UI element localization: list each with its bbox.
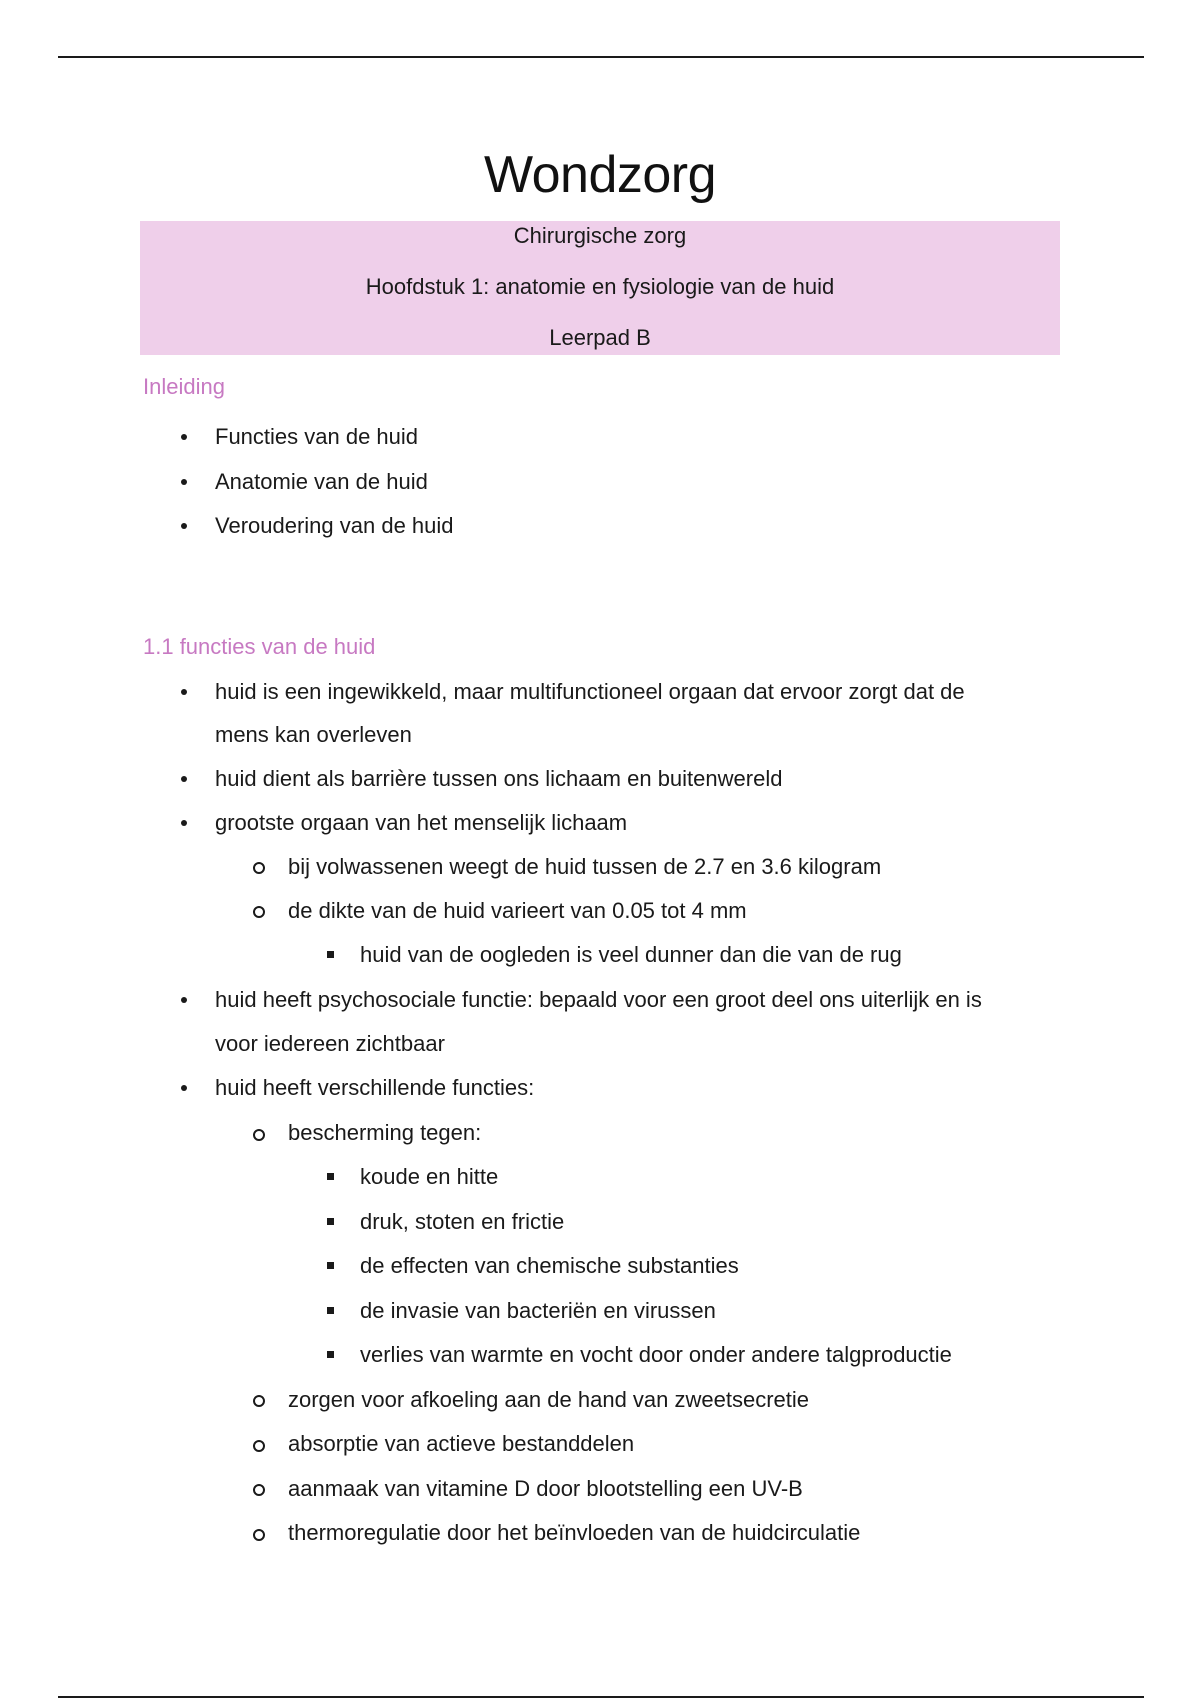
list-item: druk, stoten en frictie [360, 1209, 565, 1234]
intro-heading: Inleiding [143, 374, 225, 399]
intro-item: Functies van de huid [215, 424, 419, 449]
list-item: grootste orgaan van het menselijk lichaam [215, 810, 628, 835]
list-item: de effecten van chemische substanties [360, 1253, 739, 1278]
intro-item: Veroudering van de huid [215, 513, 454, 538]
list-item: bij volwassenen weegt de huid tussen de 2.7 en 3.6 kilogram [288, 854, 882, 879]
list-item: zorgen voor afkoeling aan de hand van zweetsecretie [288, 1387, 810, 1412]
bullet-circle [253, 1129, 265, 1141]
bottom-rule [58, 1696, 1144, 1698]
list-item: huid is een ingewikkeld, maar multifunctioneel orgaan dat ervoor zorgt dat de [215, 679, 965, 704]
bullet-square [327, 1262, 334, 1269]
bullet-circle [253, 906, 265, 918]
chapter-title: Hoofdstuk 1: anatomie en fysiologie van de huid [365, 274, 835, 299]
bullet-dot [181, 776, 187, 782]
list-item: bescherming tegen: [288, 1120, 482, 1145]
list-item-continuation: mens kan overleven [215, 722, 412, 747]
list-item-continuation: voor iedereen zichtbaar [215, 1031, 445, 1056]
list-item: huid heeft verschillende functies: [215, 1075, 535, 1100]
bullet-circle [253, 1395, 265, 1407]
bullet-square [327, 1218, 334, 1225]
bullet-circle [253, 1484, 265, 1496]
bullet-dot [181, 997, 187, 1003]
list-item: aanmaak van vitamine D door blootstelling een UV-B [288, 1476, 803, 1501]
list-item: de dikte van de huid varieert van 0.05 tot 4 mm [288, 898, 747, 923]
list-item: absorptie van actieve bestanddelen [288, 1431, 635, 1456]
list-item: koude en hitte [360, 1164, 499, 1189]
bullet-circle [253, 1529, 265, 1541]
list-item: verlies van warmte en vocht door onder andere talgproductie [360, 1342, 952, 1367]
list-item: huid dient als barrière tussen ons lichaam en buitenwereld [215, 766, 783, 791]
bullet-circle [253, 1440, 265, 1452]
course-name: Chirurgische zorg [513, 223, 687, 248]
list-item: huid heeft psychosociale functie: bepaald voor een groot deel ons uiterlijk en is [215, 987, 982, 1012]
bullet-dot [181, 689, 187, 695]
learning-path: Leerpad B [549, 325, 651, 350]
document-title: Wondzorg [483, 146, 717, 204]
bullet-dot [181, 434, 187, 440]
list-item: huid van de oogleden is veel dunner dan die van de rug [360, 942, 902, 967]
bullet-circle [253, 862, 265, 874]
bullet-square [327, 951, 334, 958]
bullet-square [327, 1351, 334, 1358]
bullet-square [327, 1173, 334, 1180]
list-item: thermoregulatie door het beïnvloeden van de huidcirculatie [288, 1520, 861, 1545]
list-item: de invasie van bacteriën en virussen [360, 1298, 716, 1323]
bullet-square [327, 1307, 334, 1314]
top-rule [58, 56, 1144, 58]
subtitle-band [140, 221, 1060, 355]
section-heading: 1.1 functies van de huid [143, 634, 376, 659]
bullet-dot [181, 1085, 187, 1091]
intro-item: Anatomie van de huid [215, 469, 428, 494]
bullet-dot [181, 820, 187, 826]
bullet-dot [181, 479, 187, 485]
bullet-dot [181, 523, 187, 529]
